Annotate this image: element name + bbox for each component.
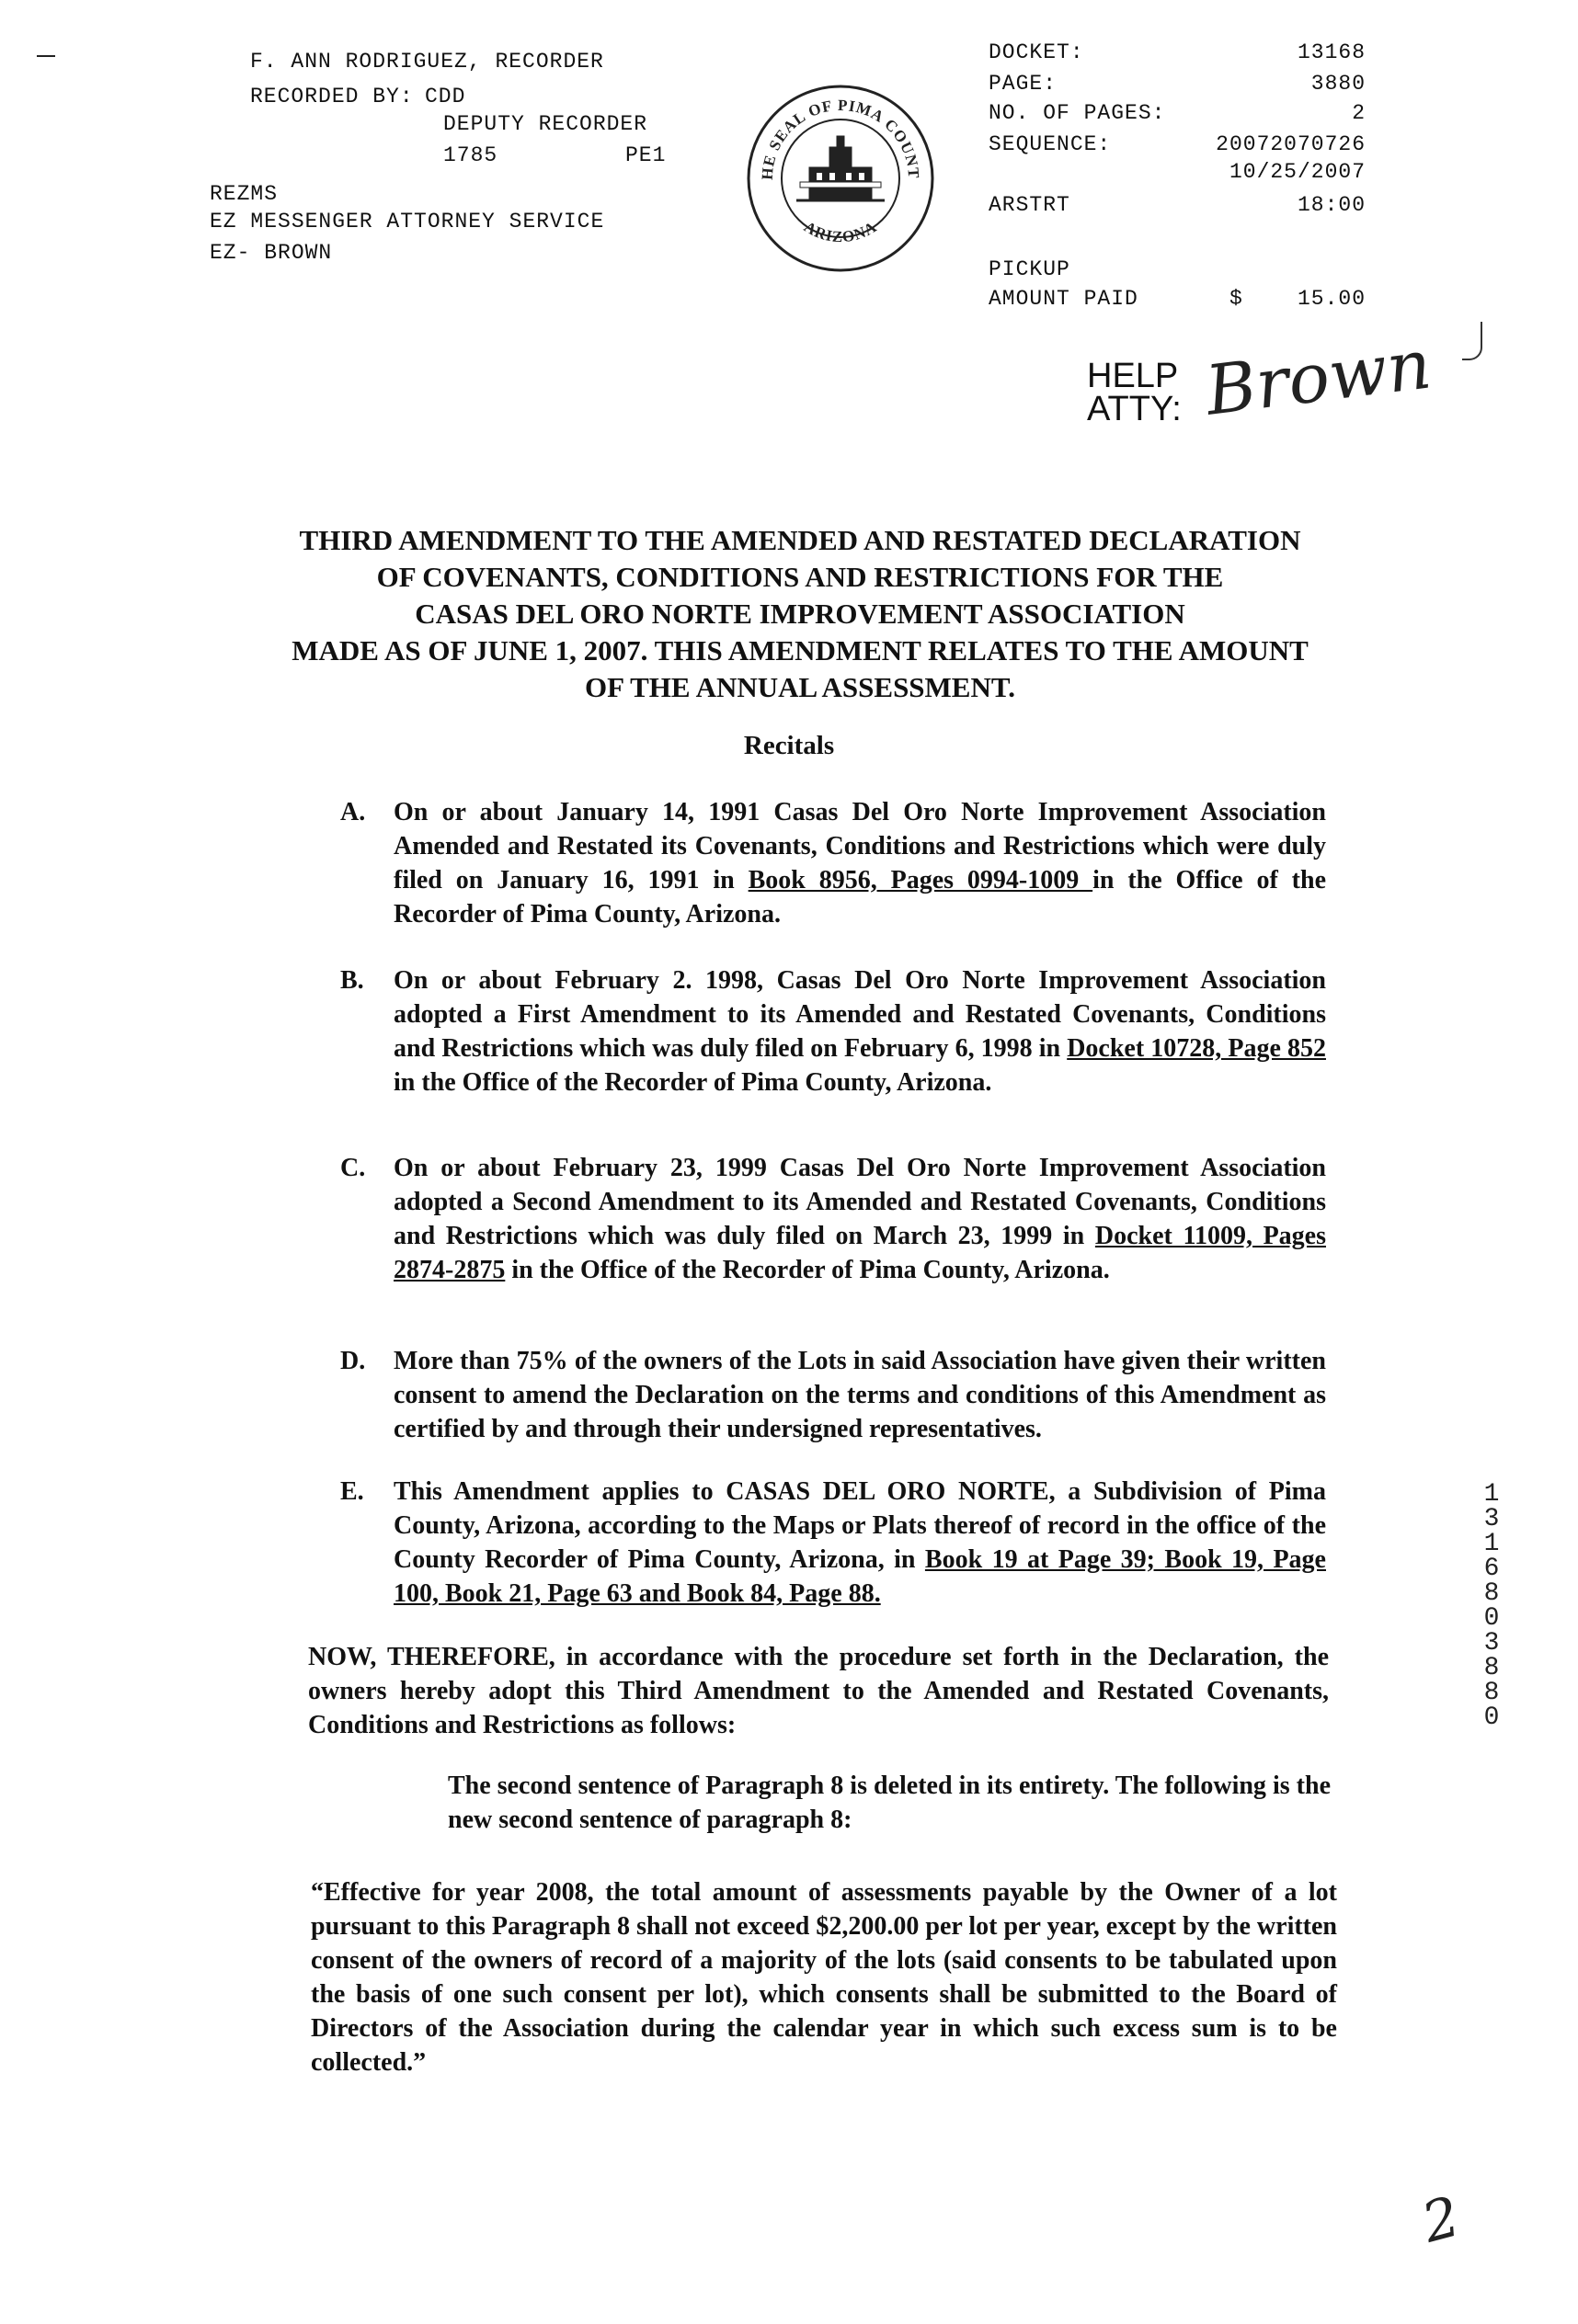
deletion-paragraph: The second sentence of Paragraph 8 is deleted in its entirety. The following is the new second sentence of paragraph 8: bbox=[448, 1771, 1331, 1834]
page-mark: 2 bbox=[1415, 2184, 1467, 2256]
recorded-by-label: RECORDED BY: bbox=[250, 85, 414, 108]
recital-label: C. bbox=[340, 1154, 366, 1182]
pages-value: 2 bbox=[1352, 101, 1366, 125]
recorded-by-value: CDD bbox=[425, 85, 466, 108]
corner-mark bbox=[1462, 322, 1482, 360]
pickup-label: PICKUP bbox=[989, 257, 1070, 281]
side-stamp-text: 13168 03880 bbox=[1483, 1480, 1500, 1732]
recital-reference: Book 8956, Pages 0994-1009 bbox=[748, 866, 1093, 894]
recital-text: This Amendment applies to CASAS DEL ORO NORTE, a Subdivision of Pima County, Arizona, according to the Maps or Plats thereof of record in the office of the County Recorder of Pima County, Arizona, in bbox=[394, 1477, 1326, 1574]
recital-e bbox=[340, 1475, 1326, 1611]
recital-text-end: in the Office of the Recorder of Pima County, Arizona. bbox=[505, 1256, 1110, 1284]
arstrt-label: ARSTRT bbox=[989, 193, 1070, 217]
title-line: OF THE ANNUAL ASSESSMENT. bbox=[584, 671, 1015, 703]
recorder-name: F. ANN RODRIGUEZ, RECORDER bbox=[250, 50, 604, 74]
recital-label: A. bbox=[340, 798, 366, 826]
docket-value: 13168 bbox=[1297, 40, 1366, 64]
page-label: PAGE: bbox=[989, 72, 1058, 96]
recital-reference: Book 19 at Page 39; Book 19, Page 100, Book 21, Page 63 and Book 84, Page 88. bbox=[394, 1545, 1326, 1608]
recital-label: E. bbox=[340, 1477, 364, 1506]
side-stamp bbox=[1479, 1482, 1504, 1730]
recital-reference: Docket 10728, Page 852 bbox=[1067, 1034, 1326, 1063]
recitals-heading: Recitals bbox=[743, 731, 835, 760]
title-line: OF COVENANTS, CONDITIONS AND RESTRICTIONS FOR THE bbox=[376, 561, 1224, 593]
recital-text: More than 75% of the owners of the Lots in said Association have given their written consent to amend the Declaration on the terms and conditions of this Amendment as certified by and through their undersigned representatives. bbox=[394, 1347, 1326, 1443]
seal-graphic bbox=[745, 83, 936, 274]
docket-label: DOCKET: bbox=[989, 40, 1084, 64]
amount-label: AMOUNT PAID bbox=[989, 287, 1138, 311]
service-name: EZ MESSENGER ATTORNEY SERVICE bbox=[210, 210, 605, 234]
arstrt-value: 18:00 bbox=[1297, 193, 1366, 217]
title-line: MADE AS OF JUNE 1, 2007. THIS AMENDMENT RELATES TO THE AMOUNT bbox=[292, 634, 1309, 666]
seal-bottom-text: ARIZONA bbox=[801, 217, 880, 246]
recital-c bbox=[340, 1151, 1326, 1287]
svg-text:ARIZONA bbox=[801, 218, 880, 245]
service-contact: EZ- BROWN bbox=[210, 241, 333, 265]
amount-value: $ 15.00 bbox=[1229, 287, 1366, 311]
date-row bbox=[989, 156, 1366, 188]
sequence-label: SEQUENCE: bbox=[989, 132, 1112, 156]
sequence-value: 20072070726 bbox=[1216, 132, 1366, 156]
sequence-row bbox=[989, 129, 1366, 160]
pickup-row bbox=[989, 254, 1366, 285]
recorder-code-2: PE1 bbox=[625, 143, 667, 167]
recital-text: On or about February 23, 1999 Casas Del Oro Norte Improvement Association adopted a Second Amendment to its Amended and Restated Covenants, Conditions and Restrictions which was duly filed on March 23, 1999 in bbox=[394, 1154, 1326, 1250]
help-label: HELP bbox=[1087, 357, 1179, 395]
attorney-signature: Brown bbox=[1201, 325, 1435, 431]
arstrt-row bbox=[989, 189, 1366, 221]
recital-b bbox=[340, 963, 1326, 1099]
pages-row bbox=[989, 97, 1366, 129]
docket-row bbox=[989, 37, 1366, 68]
recital-text: On or about January 14, 1991 Casas Del Oro Norte Improvement Association Amended and Restated its Covenants, Conditions and Restrictions which were duly filed on January 16, 1991 in bbox=[394, 798, 1326, 894]
title-line: CASAS DEL ORO NORTE IMPROVEMENT ASSOCIATION bbox=[415, 598, 1185, 630]
page-row bbox=[989, 68, 1366, 99]
new-sentence-quote: “Effective for year 2008, the total amount of assessments payable by the Owner of a lot pursuant to this Paragraph 8 shall not exceed $2,200.00 per lot per year, except by the written consent of the owners of record of a majority of the lots (said consents to be tabulated upon the basis of one such consent per lot), which consents shall be submitted to the Board of Directors of the Association during the calendar year in which such excess sum is to be collected.” bbox=[311, 1878, 1337, 2077]
date-value: 10/25/2007 bbox=[1229, 160, 1366, 184]
recital-text-end: in the Office of the Recorder of Pima County, Arizona. bbox=[394, 1068, 992, 1097]
now-therefore-paragraph: NOW, THEREFORE, in accordance with the procedure set forth in the Declaration, the owners hereby adopt this Third Amendment to the Amended and Restated Covenants, Conditions and Restrictions as follows: bbox=[308, 1643, 1329, 1739]
seal-top-text: HE SEAL OF PIMA COUNT bbox=[758, 96, 923, 181]
recital-text: On or about February 2. 1998, Casas Del Oro Norte Improvement Association adopted a First Amendment to its Amended and Restated Covenants, Conditions and Restrictions which was duly filed on February 6, 1998 in bbox=[394, 966, 1326, 1063]
pages-label: NO. OF PAGES: bbox=[989, 101, 1166, 125]
deputy-recorder: DEPUTY RECORDER bbox=[443, 112, 648, 136]
page-value: 3880 bbox=[1310, 72, 1366, 96]
document-title bbox=[276, 522, 1324, 706]
recital-d bbox=[340, 1344, 1326, 1446]
recital-reference: Docket 11009, Pages 2874-2875 bbox=[394, 1222, 1326, 1284]
title-line: THIRD AMENDMENT TO THE AMENDED AND RESTATED DECLARATION bbox=[299, 524, 1301, 556]
amount-row bbox=[989, 283, 1366, 314]
rezms: REZMS bbox=[210, 182, 279, 206]
margin-tick bbox=[37, 55, 55, 57]
recital-label: D. bbox=[340, 1347, 366, 1375]
recital-a bbox=[340, 795, 1326, 931]
recital-label: B. bbox=[340, 966, 364, 995]
recital-text-end: in the Office of the Recorder of Pima County, Arizona. bbox=[394, 866, 1327, 928]
county-seal bbox=[745, 83, 936, 274]
recorder-code: 1785 bbox=[443, 143, 498, 167]
atty-label: ATTY: bbox=[1087, 390, 1182, 428]
